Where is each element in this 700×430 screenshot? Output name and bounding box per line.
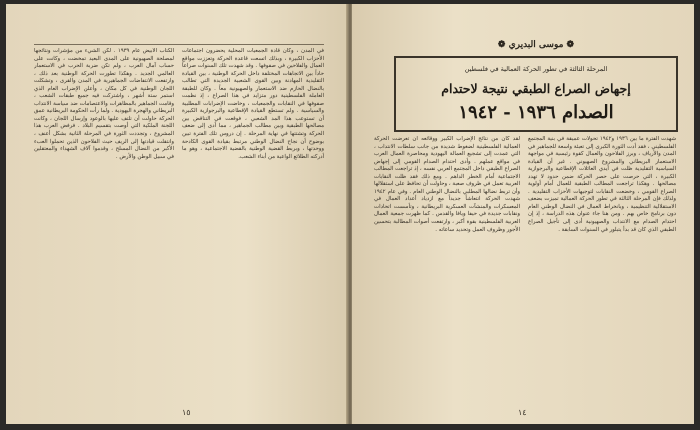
left-column-left: الكتاب الأبيض عام ١٩٣٩ . لكن الشيء من مؤشرات ونتائجها لمصلحة الصهيونية على المدى البعيد تمخضت ، وكانت على حساب آمال العرب ، ولم تكن ضربة الحرب في الاستعمار العالمي الجديد . وهكذا تطورت الحركة الوطنية بعد ذلك ، وارتفعت الانتفاضات الجماهيرية في المدن والقرى ، وتشكلت اللجان الوطنية في كل مكان ، وأعلن الإضراب العام الذي استمر ستة أشهر ، واشتركت فيه جميع طبقات الشعب ، وقامت الجماهير بالمظاهرات والاعتصامات ضد سياسة الانتداب البريطاني والهجرة اليهودية . ولما رأت الحكومة البريطانية عمق الحركة حاولت أن تلتف عليها بالوعود وإرسال اللجان ، وكانت اللجنة الملكية التي أوصت بتقسيم البلاد . فرفض العرب هذا المشروع ، وتجددت الثورة في المرحلة الثانية بشكل أعنف ، وانتقلت قيادتها إلى الريف حيث الفلاحون الذين تحملوا العبء الأكبر من النضال المسلح ، وقدموا آلاف الشهداء والمعتقلين في سبيل الوطن والأرض . bbox=[34, 48, 174, 160]
left-page bbox=[6, 4, 348, 424]
right-page bbox=[352, 4, 694, 424]
author-name: ❁ موسى البديري ❁ bbox=[497, 40, 575, 50]
article-title-line-2: الصدام ١٩٣٦ - ١٩٤٢ bbox=[458, 102, 614, 123]
top-rule bbox=[34, 44, 324, 45]
right-column-left: لقد كان من نتائج الإضراب الكبير ووقائعه أن تعرضت الحركة العمالية الفلسطينية لضغوط شديدة من جانب سلطات الانتداب ، التي عمدت إلى تشجيع العمالة اليهودية ومحاصرة العمال العرب في مواقع عملهم . وأدى احتدام الصدام القومي إلى إجهاض الصراع الطبقي داخل المجتمع العربي نفسه ، إذ تراجعت المطالب الاجتماعية أمام الخطر الداهم . ومع ذلك فقد ظلت النقابات العربية تعمل في ظروف صعبة ، وحاولت أن تحافظ على استقلالها وأن تربط نضالها المطلبي بالنضال الوطني العام . وفي عام ١٩٤٢ شهدت الحركة انتعاشاً جديداً مع ازدياد أعداد العمال في المعسكرات والمنشآت العسكرية البريطانية ، وتأسست اتحادات ونقابات جديدة في حيفا ويافا والقدس . كما ظهرت جمعية العمال العربية الفلسطينية بقوة أكبر ، وارتفعت أصوات المطالبة بتحسين الأجور وظروف العمل وتحديد ساعاته . bbox=[374, 136, 520, 233]
article-title-box bbox=[394, 56, 678, 132]
article-kicker: المرحلة الثالثة في تطور الحركة العمالية في فلسطين bbox=[464, 65, 608, 73]
page-number: ١٤ bbox=[518, 408, 527, 417]
left-column-right: في المدن ، وكان قادة الجمعيات المحلية يحضرون اجتماعات الأحزاب الكبيرة ، وبذلك اتسعت قاعدة الحركة وتعززت مواقع العمال والفلاحين في صفوفها . وقد شهدت تلك السنوات صراعاً حاداً بين الاتجاهات المختلفة داخل الحركة الوطنية ، بين القيادة التقليدية المهادنة وبين القوى الشعبية الجديدة التي تطالب بالنضال الحازم ضد الاستعمار والصهيونية معاً . وكان للطبقة العاملة الفلسطينية دور متزايد في هذا الصراع ، إذ نظمت صفوفها في النقابات والجمعيات ، وخاضت الإضرابات المطلبية والسياسية . ولم تستطع القيادة الإقطاعية والبرجوازية الكبيرة أن تستوعب هذا المد الشعبي ، فوقعت في التناقض بين مصالحها الطبقية وبين مطالب الجماهير ، مما أدى إلى ضعف الحركة وتشتتها في نهاية المرحلة . إن دروس تلك الفترة تبين بوضوح أن نجاح النضال الوطني مرتبط بقيادة القوى الكادحة ووحدتها ، وبربط القضية الوطنية بالقضية الاجتماعية ، وهو ما أدركته الطلائع الواعية من أبناء الشعب. bbox=[182, 48, 324, 160]
article-title-line-1: إجهاض الصراع الطبقي نتيجة لاحتدام bbox=[441, 81, 631, 96]
right-column-right: شهدت الفترة ما بين ١٩٣٦ و١٩٤٢ تحولات عميقة في بنية المجتمع الفلسطيني ، فقد أدت الثورة الكبرى إلى تعبئة واسعة للجماهير في المدن والأرياف ، وبرز الفلاحون والعمال كقوة رئيسية في مواجهة الاستعمار البريطاني والمشروع الصهيوني . غير أن القيادة السياسية التقليدية ظلت في أيدي العائلات الإقطاعية والبرجوازية الكبيرة ، التي حرصت على حصر الحركة ضمن حدود لا تهدد مصالحها . وهكذا تراجعت المطالب الطبقية للعمال أمام أولوية الصراع القومي ، وخضعت النقابات لتوجيهات الأحزاب التقليدية . ولذلك فإن المرحلة الثالثة في تطور الحركة العمالية تميزت بضعف الاستقلالية التنظيمية ، وبانخراط العمال في النضال الوطني العام دون برنامج خاص بهم . ومن هنا جاء عنوان هذه الدراسة ، إذ إن احتدام الصدام مع الانتداب والصهيونية أدى إلى تأجيل الصراع الطبقي الذي كان قد بدأ يتبلور في السنوات السابقة . bbox=[528, 136, 676, 233]
book-spread bbox=[6, 4, 694, 424]
page-number: ١٥ bbox=[182, 408, 191, 417]
